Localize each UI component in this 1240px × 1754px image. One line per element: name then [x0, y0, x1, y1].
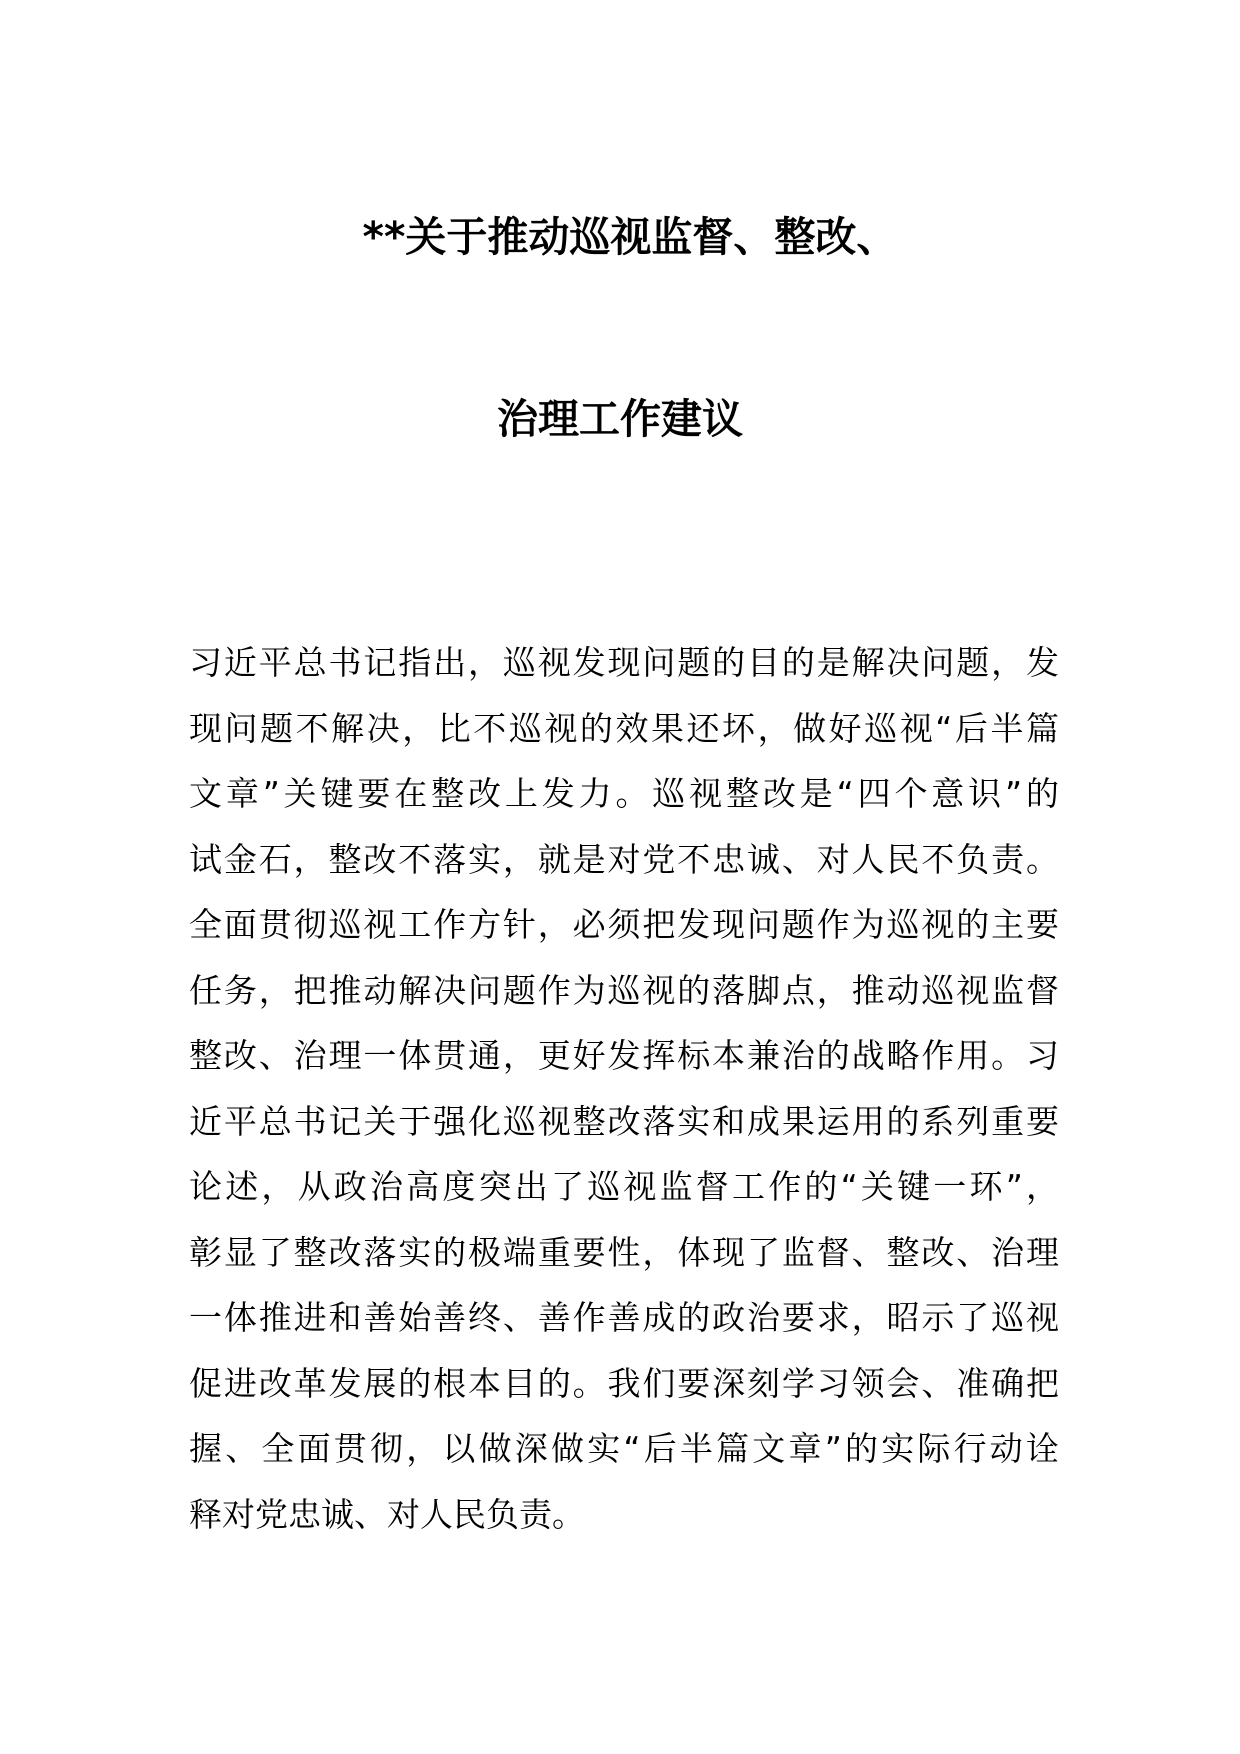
paragraph-line: 文章”关键要在整改上发力。巡视整改是“四个意识”的 — [189, 774, 1059, 813]
paragraph-line: 近平总书记关于强化巡视整改落实和成果运用的系列重要 — [189, 1101, 1059, 1141]
paragraph-line: 习近平总书记指出，巡视发现问题的目的是解决问题，发 — [189, 643, 1059, 682]
paragraph-line: 一体推进和善始善终、善作善成的政治要求，昭示了巡视 — [189, 1298, 1059, 1337]
document-title-line-2: 治理工作建议 — [497, 395, 743, 443]
paragraph-line: 握、全面贯彻，以做深做实“后半篇文章”的实际行动诠 — [189, 1429, 1059, 1468]
paragraph-line: 整改、治理一体贯通，更好发挥标本兼治的战略作用。习 — [189, 1036, 1059, 1075]
paragraph-line: 释对党忠诚、对人民负责。 — [189, 1494, 585, 1534]
paragraph-line: 论述，从政治高度突出了巡视监督工作的“关键一环”， — [189, 1167, 1059, 1206]
paragraph-line: 彰显了整改落实的极端重要性，体现了监督、整改、治理 — [189, 1232, 1059, 1272]
paragraph-line: 全面贯彻巡视工作方针，必须把发现问题作为巡视的主要 — [189, 905, 1059, 944]
paragraph-line: 现问题不解决，比不巡视的效果还坏，做好巡视“后半篇 — [189, 708, 1059, 748]
document-title-line-1: **关于推动巡视监督、整改、 — [362, 213, 898, 261]
paragraph-line: 促进改革发展的根本目的。我们要深刻学习领会、准确把 — [189, 1363, 1059, 1403]
paragraph-line: 试金石，整改不落实，就是对党不忠诚、对人民不负责。 — [189, 839, 1059, 879]
paragraph-line: 任务，把推动解决问题作为巡视的落脚点，推动巡视监督 — [189, 970, 1059, 1010]
document-body — [189, 630, 1059, 1547]
